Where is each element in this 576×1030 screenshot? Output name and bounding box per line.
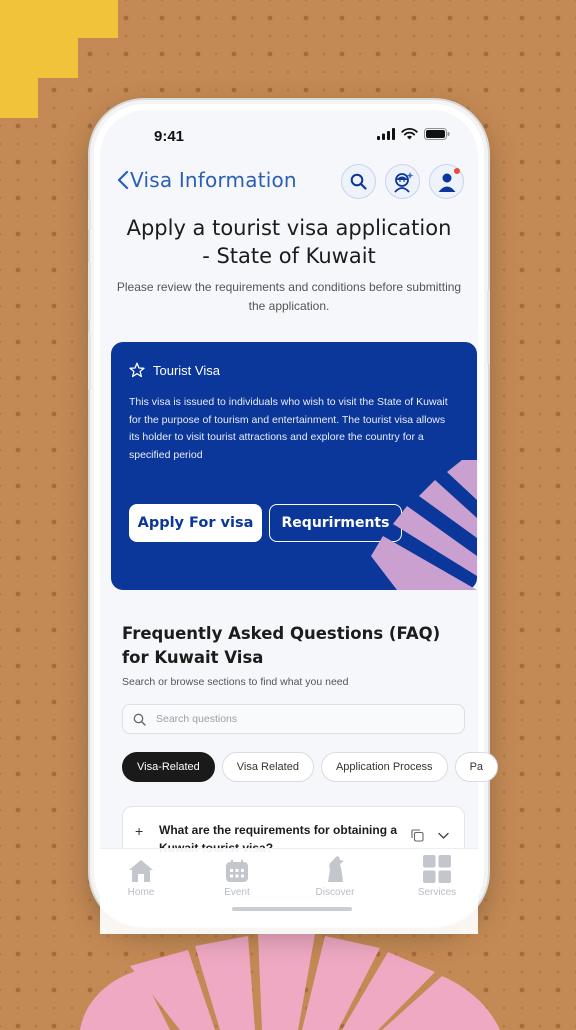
- chevron-left-icon: [116, 169, 130, 191]
- faq-category-chips: [122, 752, 484, 782]
- phone-side-button: [88, 200, 91, 230]
- faq-search-box[interactable]: [122, 704, 465, 734]
- phone-frame: [90, 100, 488, 926]
- chip-visa-related[interactable]: Visa Related: [222, 752, 314, 782]
- apply-for-visa-button[interactable]: Apply For visa: [129, 504, 262, 542]
- calendar-icon: [225, 859, 249, 883]
- decorative-card-fan: [357, 460, 477, 590]
- back-label: Visa Information: [130, 168, 297, 192]
- tourist-visa-card: [111, 342, 477, 590]
- star-icon: [129, 362, 145, 378]
- faq-search-input[interactable]: [156, 713, 436, 725]
- tab-services[interactable]: [402, 855, 472, 898]
- wifi-icon: [401, 128, 418, 140]
- battery-icon: [424, 128, 450, 140]
- faq-subtitle: Search or browse sections to find what you need: [122, 676, 349, 688]
- navigation-header: [100, 162, 478, 206]
- decorative-pink-fan: [70, 930, 510, 1030]
- search-icon: [350, 173, 367, 190]
- tab-label-home: Home: [127, 887, 155, 898]
- tab-event[interactable]: [202, 855, 272, 898]
- services-grid-icon: [423, 855, 451, 883]
- search-icon: [133, 713, 146, 726]
- assistant-avatar-icon: [391, 170, 415, 194]
- discover-icon: [320, 855, 350, 883]
- plus-icon: +: [135, 823, 144, 839]
- phone-side-button: [88, 262, 91, 320]
- decorative-yellow-steps: [0, 0, 118, 118]
- tab-label-services: Services: [417, 887, 457, 898]
- header-actions: [341, 164, 464, 199]
- search-button[interactable]: [341, 164, 376, 199]
- tab-home[interactable]: [106, 855, 176, 898]
- tab-label-event: Event: [224, 887, 250, 898]
- chip-visa-related-active[interactable]: Visa-Related: [122, 752, 215, 782]
- user-profile-icon: [436, 171, 458, 193]
- bottom-tab-bar: [100, 848, 478, 934]
- faq-title: Frequently Asked Questions (FAQ) for Kuwait Visa: [122, 624, 441, 667]
- page-title: Apply a tourist visa application - State of Kuwait: [126, 216, 452, 268]
- profile-button[interactable]: [429, 164, 464, 199]
- phone-side-button: [487, 290, 490, 364]
- home-icon: [128, 859, 154, 883]
- status-time: 9:41: [154, 128, 185, 145]
- tab-discover[interactable]: [300, 855, 370, 898]
- assistant-button[interactable]: [385, 164, 420, 199]
- home-indicator: [232, 907, 352, 911]
- page-subtitle: Please review the requirements and conditions before submitting the application.: [116, 280, 462, 313]
- tab-label-discover: Discover: [315, 887, 355, 898]
- phone-screen: [100, 110, 484, 916]
- chip-application-process[interactable]: Application Process: [321, 752, 448, 782]
- requirements-button[interactable]: Requrirments: [269, 504, 402, 542]
- visa-card-description: This visa is issued to individuals who wish to visit the State of Kuwait for the purpose of tourism and entertainment. The tourist visa allows its holder to visit tourist attractions and explore the country for a specified period: [129, 396, 448, 461]
- faq-question: What are the requirements for obtaining a: [159, 823, 398, 837]
- visa-card-heading: Tourist Visa: [153, 362, 220, 378]
- notification-dot: [454, 168, 460, 174]
- back-button[interactable]: [116, 168, 297, 192]
- status-icons: [377, 128, 450, 140]
- status-bar: [100, 110, 478, 158]
- chevron-down-icon[interactable]: [437, 829, 450, 842]
- copy-icon[interactable]: [411, 829, 424, 842]
- phone-side-button: [88, 332, 91, 390]
- visa-card-header: [129, 362, 220, 378]
- chip-partial[interactable]: Pa: [455, 752, 498, 782]
- signal-icon: [377, 128, 395, 140]
